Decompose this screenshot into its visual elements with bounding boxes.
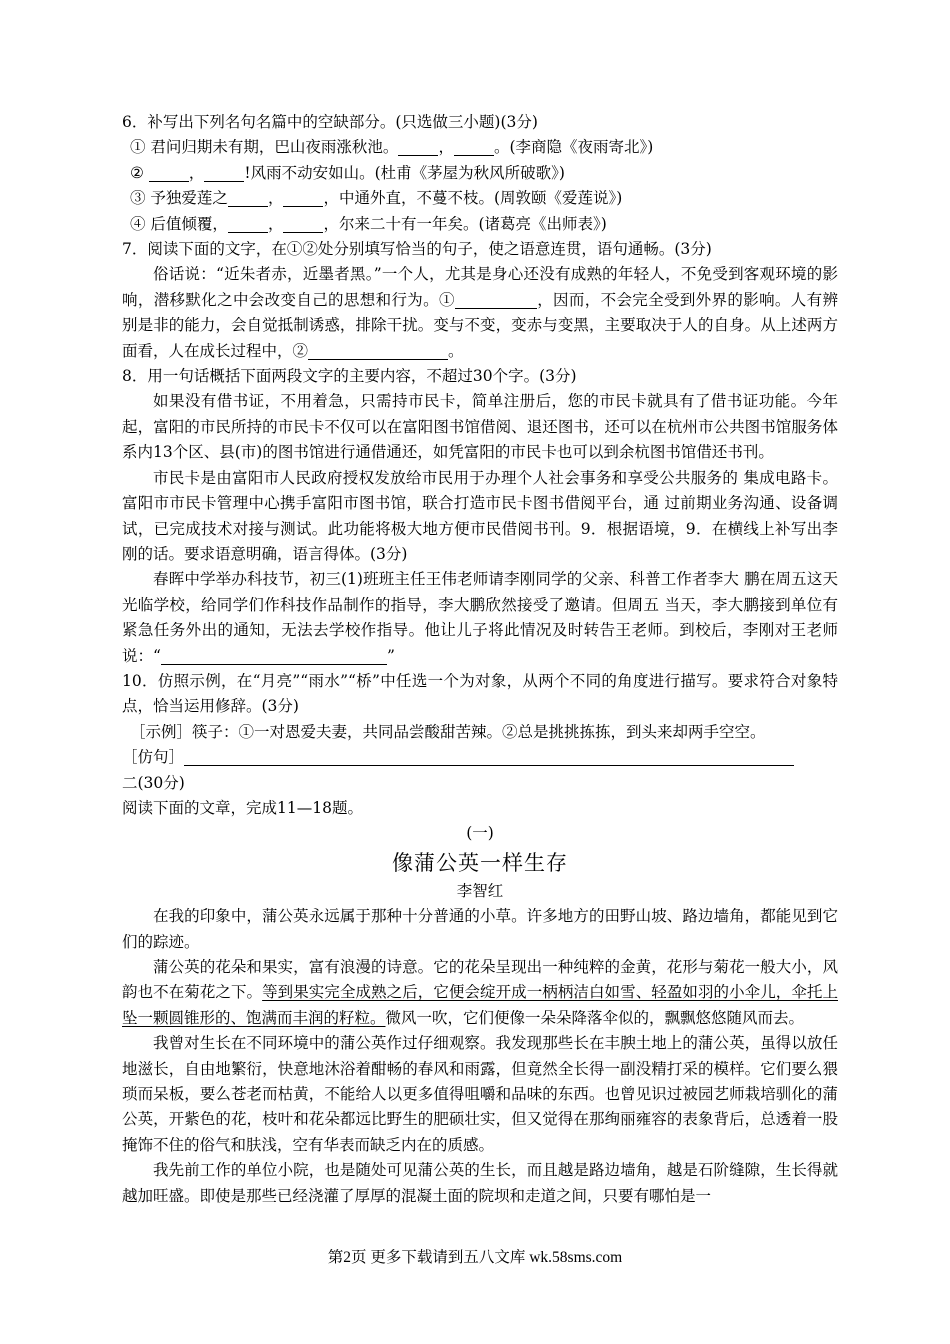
fill-blank [161,646,387,665]
section-2-instruction: 阅读下面的文章，完成11—18题。 [122,798,363,817]
question-6-title: 6．补写出下列名句名篇中的空缺部分。(只选做三小题)(3分) [122,113,538,131]
article-paragraph-3: 我曾对生长在不同环境中的蒲公英作过仔细观察。我发现那些长在丰腴土地上的蒲公英，虽得以放任地滋长，自由地繁衍，快意地沐浴着酣畅的春风和雨露，但竟然全长得一副没精打采的模样。它们要么猥琐而呆板，要么苍老而枯黄，不能给人以更多值得咀嚼和品味的东西。也曾见识过被园艺师栽培驯化的蒲公英，开紫色的花，枝叶和花朵都远比野生的肥硕壮实，但又觉得在那绚丽雍容的表象背后，总透着一股掩饰不住的俗气和肤浅，空有华表而缺乏内在的质感。 [122,1034,838,1154]
fill-blank [398,137,438,156]
question-6-item-2: ② ， !风雨不动安如山。(杜甫《茅屋为秋风所破歌》) [130,163,565,182]
question-8-paragraph-2: 市民卡是由富阳市人民政府授权发放给市民用于办理个人社会事务和享受公共服务的 集成电路卡。富阳市市民卡管理中心携手富阳市图书馆，联合打造市民卡图书借阅平台，通 过前期业务沟通、设备调试，已完成技术对接与测试。此功能将极大地方便市民借阅书刊。9．根据语境，9．在横线上补写出李刚的话。要求语意明确，语言得体。(3分) [122,468,838,563]
question-10-title: 10．仿照示例，在“月亮”“雨水”“桥”中任选一个为对象，从两个不同的角度进行描写。要求符合对象特点，恰当运用修辞。(3分) [122,671,838,716]
article-author: 李智红 [456,881,504,900]
section-2-heading: 二(30分) [122,773,185,792]
article-title: 像蒲公英一样生存 [392,850,568,875]
question-8-title: 8．用一句话概括下面两段文字的主要内容，不超过30个字。(3分) [122,367,577,386]
page-content [122,110,838,1209]
question-9-passage: 春晖中学举办科技节，初三(1)班班主任王伟老师请李刚同学的父亲、科普工作者李大 鹏在周五这天光临学校，给同学们作科技作品制作的指导，李大鹏欣然接受了邀请。但周五 当天，李大鹏接到单位有紧急任务外出的通知，无法去学校作指导。他让儿子将此情况及时转告王老师。到校后，李刚对王老师说：“ ” [122,570,838,665]
question-6-item-4: ④ 后值倾覆， ， ，尔来二十有一年矣。(诸葛亮《出师表》) [130,214,607,233]
fill-blank [283,214,323,233]
fill-blank [228,188,268,207]
fill-blank [455,290,537,309]
fill-blank [228,214,268,233]
question-7-passage: 俗话说：“近朱者赤，近墨者黑。”一个人，尤其是身心还没有成熟的年轻人，不免受到客观环境的影响，潜移默化之中会改变自己的思想和行为。① ，因而，不会完全受到外界的影响。人有辨别是非的能力，会自觉抵制诱惑，排除干扰。变与不变，变赤与变黑，主要取决于人的自身。从上述两方面看，人在成长过程中，② 。 [122,265,838,360]
fill-blank [204,163,244,182]
article-paragraph-1: 在我的印象中，蒲公英永远属于那种十分普通的小草。许多地方的田野山坡、路边墙角，都能见到它们的踪迹。 [122,907,838,951]
underlined-sentence: 等到果实完全成熟之后，它便会绽开成一柄柄洁白如雪、轻盈如羽的小伞儿，伞托上坠一颗圆锥形的、饱满而丰润的籽粒。 [122,983,838,1027]
article-paragraph-2: 蒲公英的花朵和果实，富有浪漫的诗意。它的花朵呈现出一种纯粹的金黄，花形与菊花一般大小，风韵也不在菊花之下。等到果实完全成熟之后，它便会绽开成一柄柄洁白如雪、轻盈如羽的小伞儿，伞托上坠一颗圆锥形的、饱满而丰润的籽粒。微风一吹，它们便像一朵朵降落伞似的，飘飘悠悠随风而去。 [122,958,838,1027]
fill-blank [308,341,448,360]
fill-blank [184,747,794,766]
article-paragraph-4: 我先前工作的单位小院，也是随处可见蒲公英的生长，而且越是路边墙角，越是石阶缝隙，生长得就越加旺盛。即使是那些已经浇灌了厚厚的混凝土面的院坝和走道之间，只要有哪怕是一 [122,1161,838,1205]
fill-blank [149,163,189,182]
question-7-title: 7．阅读下面的文字，在①②处分别填写恰当的句子，使之语意连贯，语句通畅。(3分) [122,240,712,259]
question-8-paragraph-1: 如果没有借书证，不用着急，只需持市民卡，简单注册后，您的市民卡就具有了借书证功能。今年起，富阳的市民所持的市民卡不仅可以在富阳图书馆借阅、退还图书，还可以在杭州市公共图书馆服务体系内13个区、县(市)的图书馆进行通借通还，如凭富阳的市民卡也可以到余杭图书馆借还书刊。 [122,392,838,462]
fill-blank [283,188,323,207]
question-10-imitate: ［仿句］ [122,745,838,770]
fill-blank [454,137,494,156]
page-footer: 第2页 更多下载请到五八文库 wk.58sms.com [327,1249,623,1266]
question-6-item-3: ③ 予独爱莲之 ， ，中通外直，不蔓不枝。(周敦颐《爱莲说》) [130,189,623,208]
question-6-item-1: ① 君问归期未有期，巴山夜雨涨秋池。 ， 。(李商隐《夜雨寄北》) [130,138,654,157]
article-part-label: (一) [466,824,494,843]
question-10-example: ［示例］筷子：①一对恩爱夫妻，共同品尝酸甜苦辣。②总是挑挑拣拣，到头来却两手空空。 [130,722,766,741]
